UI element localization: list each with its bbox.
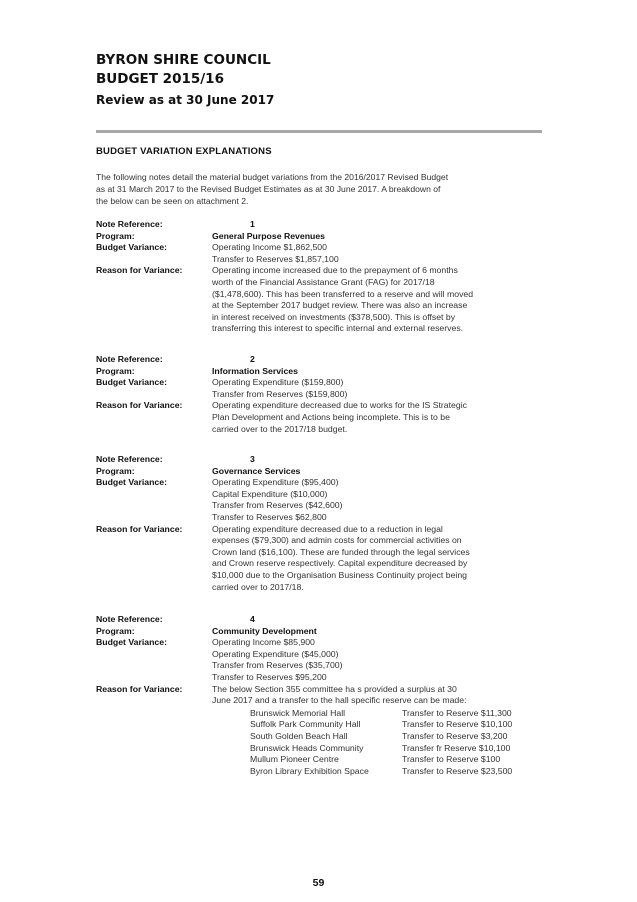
table-row xyxy=(250,731,546,743)
reason-line: ($1,478,600). This has been transferred to a reserve and will moved xyxy=(212,288,474,299)
reserve-transfer: Transfer to Reserve $23,500 xyxy=(402,765,513,776)
variation-note-4 xyxy=(96,614,546,777)
reason-line: at the September 2017 budget review. There was also an increase xyxy=(212,300,468,311)
table-row xyxy=(250,743,546,755)
reason-line: expenses ($79,300) and admin costs for commercial activities on xyxy=(212,535,462,546)
reason-line: Plan Development and Actions being incomplete. This is to be xyxy=(212,411,450,422)
program-name: Governance Services xyxy=(212,465,301,476)
reason-line: Crown land ($16,100). These are funded through the legal services xyxy=(212,546,470,557)
budget-variance-label: Budget Variance: xyxy=(96,477,167,488)
reason-label: Reason for Variance: xyxy=(96,523,183,534)
hall-name: Byron Library Exhibition Space xyxy=(250,765,369,776)
intro-line: the below can be seen on attachment 2. xyxy=(96,196,249,206)
review-date: Review as at 30 June 2017 xyxy=(96,93,275,107)
note-reference-label: Note Reference: xyxy=(96,219,163,229)
note-reference-label: Note Reference: xyxy=(96,454,163,464)
budget-variance-line: Transfer from Reserves ($159,800) xyxy=(212,388,348,399)
table-row xyxy=(250,766,546,778)
page-number: 59 xyxy=(312,877,325,889)
header-divider xyxy=(96,130,542,133)
reserve-transfer: Transfer to Reserve $100 xyxy=(402,754,501,765)
table-row xyxy=(250,754,546,766)
note-reference-value: 4 xyxy=(250,614,255,624)
program-label: Program: xyxy=(96,230,135,241)
reason-line: worth of the Financial Assistance Grant (FAG) for 2017/18 xyxy=(212,276,435,287)
variation-note-2 xyxy=(96,354,546,435)
reason-line: The below Section 355 committee ha s provided a surplus at 30 xyxy=(212,683,457,694)
budget-variance-line: Capital Expenditure ($10,000) xyxy=(212,488,328,499)
note-reference-value: 1 xyxy=(250,219,255,229)
budget-variance-label: Budget Variance: xyxy=(96,377,167,388)
reserve-transfer: Transfer to Reserve $3,200 xyxy=(402,730,508,741)
council-name: BYRON SHIRE COUNCIL xyxy=(96,52,271,68)
budget-variance-line: Transfer from Reserves ($35,700) xyxy=(212,660,343,671)
variation-note-1 xyxy=(96,219,546,335)
budget-variance-line: Transfer to Reserves $62,800 xyxy=(212,511,327,522)
program-label: Program: xyxy=(96,465,135,476)
note-reference-label: Note Reference: xyxy=(96,614,163,624)
intro-paragraph xyxy=(96,171,536,207)
table-row xyxy=(250,708,546,720)
reason-label: Reason for Variance: xyxy=(96,400,183,411)
reason-line: and Crown reserve respectively. Capital expenditure decreased by xyxy=(212,558,468,569)
hall-name: Mullum Pioneer Centre xyxy=(250,754,339,765)
reason-line: Operating expenditure decreased due to a reduction in legal xyxy=(212,523,443,534)
reason-line: carried over to the 2017/18 budget. xyxy=(212,423,348,434)
budget-variance-label: Budget Variance: xyxy=(96,242,167,253)
section-heading: BUDGET VARIATION EXPLANATIONS xyxy=(96,146,272,157)
reason-label: Reason for Variance: xyxy=(96,683,183,694)
reserve-transfer: Transfer to Reserve $11,300 xyxy=(402,707,512,718)
budget-variance-line: Transfer from Reserves ($42,600) xyxy=(212,500,343,511)
reason-line: $10,000 due to the Organisation Business Continuity project being xyxy=(212,569,468,580)
reserve-transfer-table xyxy=(250,708,546,778)
reason-label: Reason for Variance: xyxy=(96,265,183,276)
hall-name: Suffolk Park Community Hall xyxy=(250,719,361,730)
intro-line: as at 31 March 2017 to the Revised Budget Estimates as at 30 June 2017. A breakdown of xyxy=(96,184,441,194)
budget-title: BUDGET 2015/16 xyxy=(96,71,224,87)
reason-line: June 2017 and a transfer to the hall specific reserve can be made: xyxy=(212,695,467,706)
reserve-transfer: Transfer to Reserve $10,100 xyxy=(402,719,513,730)
reason-line: Operating income increased due to the prepayment of 6 months xyxy=(212,265,458,276)
budget-variance-line: Operating Income $1,862,500 xyxy=(212,242,327,253)
variation-note-3 xyxy=(96,454,546,593)
budget-variance-line: Transfer to Reserves $95,200 xyxy=(212,671,327,682)
budget-variance-label: Budget Variance: xyxy=(96,637,167,648)
program-name: Information Services xyxy=(212,365,298,376)
program-name: General Purpose Revenues xyxy=(212,230,325,241)
note-reference-value: 2 xyxy=(250,354,255,364)
program-label: Program: xyxy=(96,625,135,636)
budget-variance-line: Operating Expenditure ($159,800) xyxy=(212,377,344,388)
budget-variance-line: Transfer to Reserves $1,857,100 xyxy=(212,253,339,264)
budget-variance-line: Operating Income $85,900 xyxy=(212,637,315,648)
reserve-transfer: Transfer fr Reserve $10,100 xyxy=(402,742,511,753)
reason-line: Operating expenditure decreased due to works for the IS Strategic xyxy=(212,400,467,411)
note-reference-value: 3 xyxy=(250,454,255,464)
hall-name: Brunswick Heads Community xyxy=(250,742,364,753)
document-header xyxy=(96,51,274,109)
program-name: Community Development xyxy=(212,625,317,636)
program-label: Program: xyxy=(96,365,135,376)
note-reference-label: Note Reference: xyxy=(96,354,163,364)
hall-name: South Golden Beach Hall xyxy=(250,730,348,741)
intro-line: The following notes detail the material budget variations from the 2016/2017 Revised Budget xyxy=(96,172,449,182)
reason-line: in interest received on investments ($378,500). This is offset by xyxy=(212,311,456,322)
reason-line: carried over to 2017/18. xyxy=(212,581,304,592)
budget-variance-line: Operating Expenditure ($95,400) xyxy=(212,477,339,488)
table-row xyxy=(250,719,546,731)
budget-variance-line: Operating Expenditure ($45,000) xyxy=(212,648,339,659)
reason-line: transferring this interest to specific internal and external reserves. xyxy=(212,323,464,334)
hall-name: Brunswick Memorial Hall xyxy=(250,707,346,718)
